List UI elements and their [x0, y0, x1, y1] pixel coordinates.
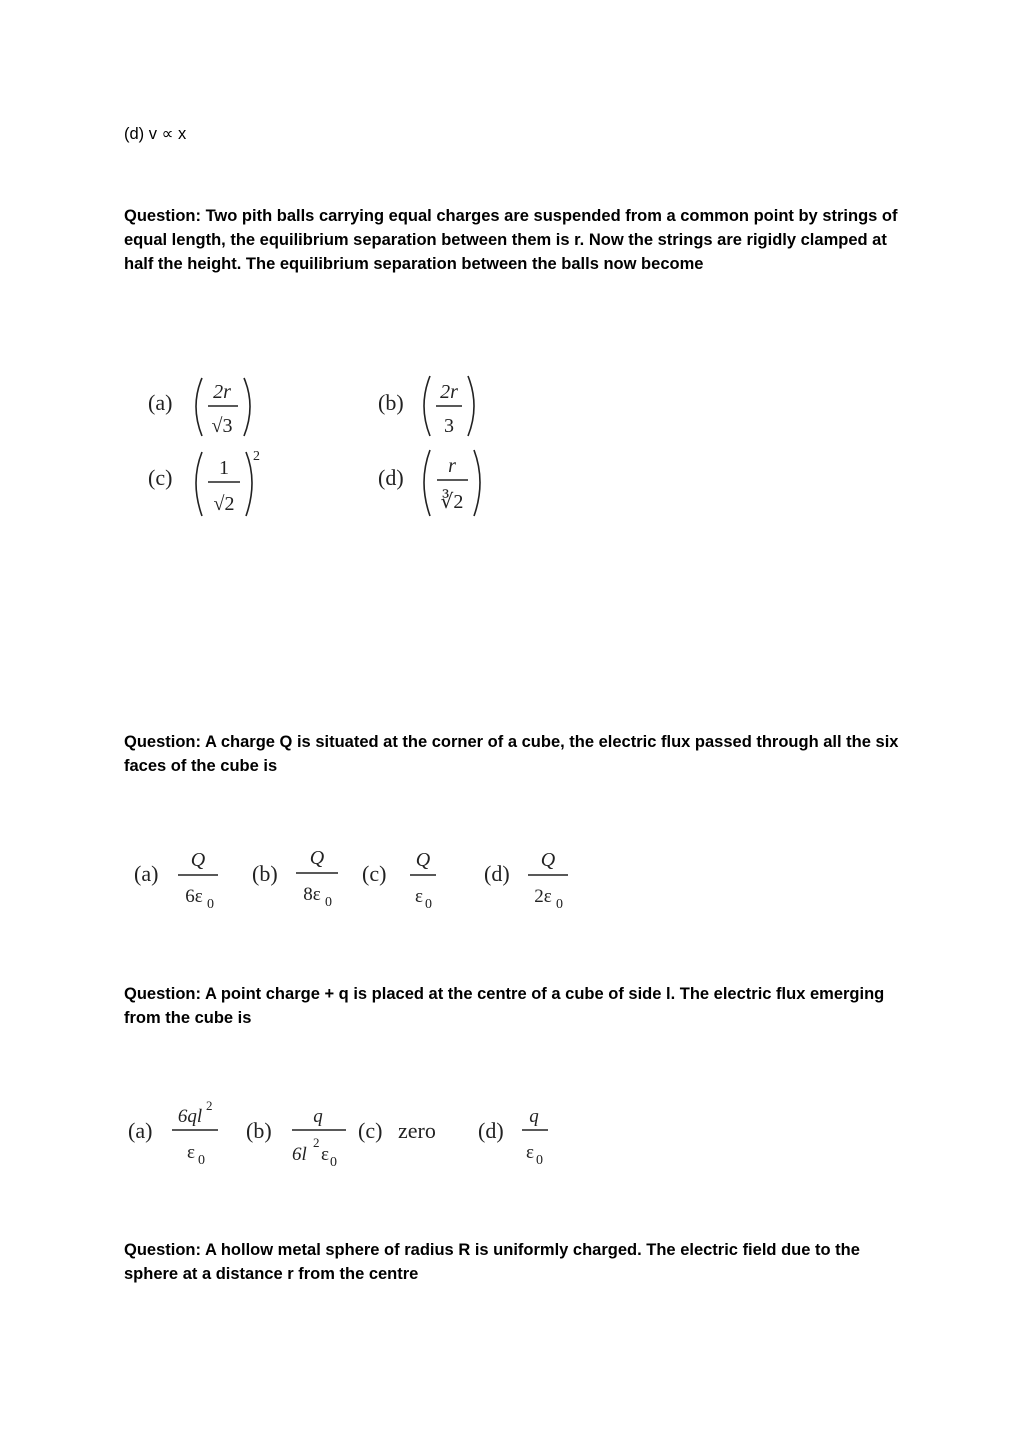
fraction-numerator: r [448, 455, 456, 477]
exponent: 2 [206, 1098, 213, 1113]
question-charge-corner-cube: Question: A charge Q is situated at the corner of a cube, the electric flux passed through all the six faces of the cube is [124, 733, 899, 775]
previous-option-d: (d) v ∝ x [124, 125, 187, 143]
option-label: (d) [378, 465, 404, 490]
fraction-denominator: ε [187, 1142, 195, 1163]
option-b [252, 847, 338, 910]
option-d [378, 450, 480, 516]
options-charge-corner-cube [130, 842, 590, 922]
fraction-denominator-epsilon: ε [321, 1144, 329, 1165]
subscript: 0 [198, 1153, 205, 1168]
fraction-denominator: ε [415, 886, 423, 907]
option-value: zero [398, 1118, 436, 1143]
exponent: 2 [313, 1135, 320, 1150]
fraction-numerator: Q [415, 849, 431, 871]
fraction-denominator: 6l [292, 1144, 307, 1165]
fraction-denominator: ε [526, 1142, 534, 1163]
fraction-numerator: 2r [440, 381, 458, 403]
options-point-charge-centre-cube [124, 1096, 564, 1176]
options-pith-balls [140, 370, 520, 530]
option-c [362, 849, 436, 912]
option-label: (a) [128, 1118, 153, 1143]
option-c [358, 1118, 436, 1143]
option-label: (d) [478, 1118, 504, 1143]
fraction-denominator: √3 [211, 415, 233, 437]
option-a [148, 378, 250, 437]
subscript: 0 [207, 897, 214, 912]
option-label: (c) [362, 861, 387, 886]
option-b [378, 376, 474, 437]
option-a [128, 1098, 218, 1168]
fraction-numerator: Q [190, 849, 206, 871]
exponent: 2 [253, 449, 260, 464]
option-b [246, 1106, 346, 1170]
subscript: 0 [425, 897, 432, 912]
option-label: (c) [358, 1118, 383, 1143]
option-label: (d) [484, 861, 510, 886]
option-label: (b) [378, 390, 404, 415]
option-label: (b) [246, 1118, 272, 1143]
subscript: 0 [536, 1153, 543, 1168]
option-d [484, 849, 568, 912]
fraction-numerator: 1 [219, 457, 229, 479]
fraction-numerator: Q [309, 847, 325, 869]
fraction-denominator: 3 [444, 415, 454, 437]
question-point-charge-centre-cube: Question: A point charge + q is placed at the centre of a cube of side l. The electric flux emerging from the cube is [124, 985, 885, 1027]
fraction-numerator: 2r [213, 381, 231, 403]
option-label: (c) [148, 465, 173, 490]
fraction-denominator: ∛2 [440, 491, 464, 513]
option-a [134, 849, 218, 912]
fraction-numerator: 6ql [177, 1106, 203, 1127]
subscript: 0 [556, 897, 563, 912]
fraction-numerator: q [313, 1106, 323, 1127]
question-pith-balls: Question: Two pith balls carrying equal charges are suspended from a common point by strings of equal length, the equilibrium separation between them is r. Now the strings are rigidly clamped at half the height. The equilibrium separation between the balls now become [124, 207, 898, 273]
subscript: 0 [325, 895, 332, 910]
fraction-denominator: √2 [213, 493, 235, 515]
fraction-numerator: Q [540, 849, 556, 871]
fraction-denominator: 8ε [303, 884, 321, 905]
option-label: (a) [134, 861, 159, 886]
option-label: (b) [252, 861, 278, 886]
fraction-numerator: q [529, 1106, 539, 1127]
fraction-denominator: 6ε [185, 886, 203, 907]
subscript: 0 [330, 1155, 337, 1170]
option-label: (a) [148, 390, 173, 415]
fraction-denominator: 2ε [534, 886, 552, 907]
option-c [148, 449, 260, 516]
option-d [478, 1106, 548, 1168]
question-hollow-sphere: Question: A hollow metal sphere of radius R is uniformly charged. The electric field due to the sphere at a distance r from the centre [124, 1241, 860, 1283]
